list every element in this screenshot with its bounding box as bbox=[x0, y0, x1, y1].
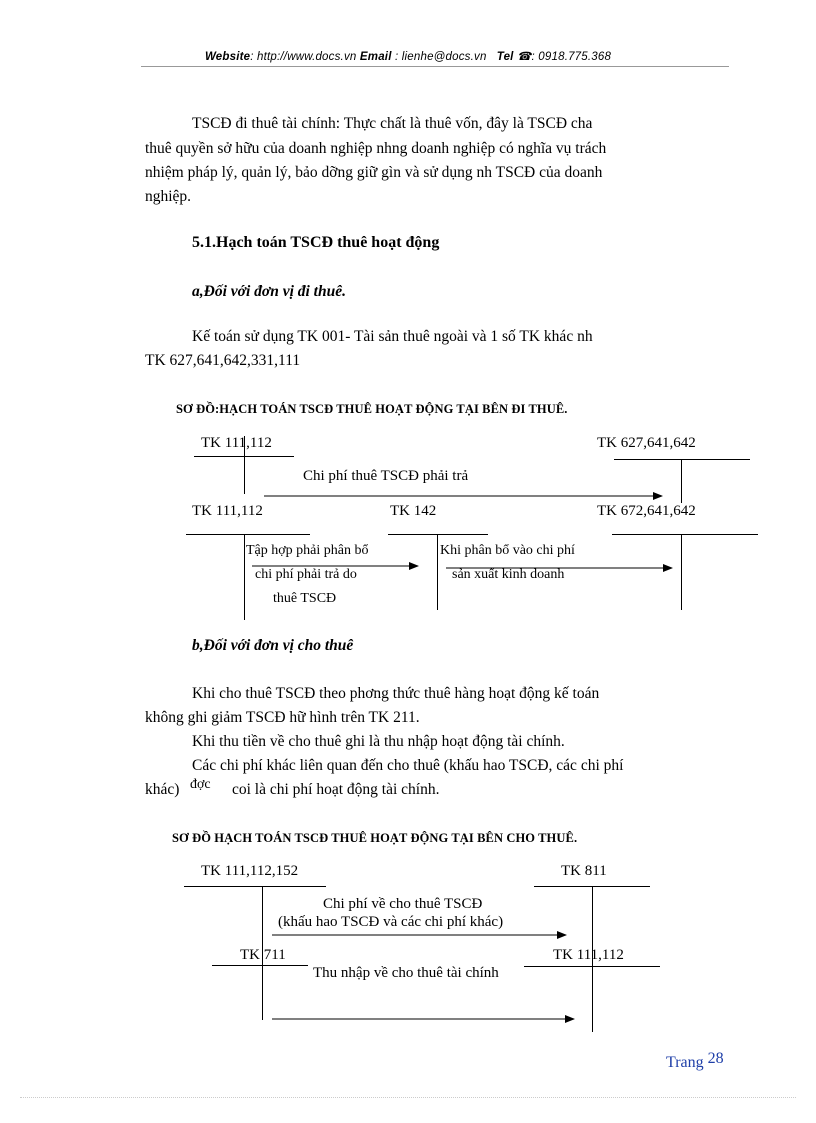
diagram1-vline-mid-right bbox=[681, 534, 682, 610]
para-b-line-5b: đợc bbox=[190, 777, 211, 792]
intro-line-4: nghiệp. bbox=[145, 188, 192, 205]
intro-line-3: nhiệm pháp lý, quản lý, bảo dỡng giữ gìn và sử dụng nh TSCĐ của doanh bbox=[145, 164, 603, 181]
website-label: Website bbox=[204, 51, 251, 63]
phone-icon: ☎ bbox=[516, 51, 532, 63]
sub-heading-a: a,Đối với đơn vị đi thuê. bbox=[192, 283, 346, 300]
para-b-line-3: Khi thu tiền về cho thuê ghi là thu nhập hoạt động tài chính. bbox=[192, 733, 565, 750]
diagram2-tline-bottom-left bbox=[212, 965, 308, 966]
page-header bbox=[0, 49, 816, 63]
para-a-line-1: Kế toán sử dụng TK 001- Tài sản thuê ngoài và 1 số TK khác nh bbox=[192, 328, 593, 345]
diagram2-tk-bottom-left: TK 711 bbox=[240, 947, 286, 963]
diagram1-arrow2-line-1: Tập hợp phải phân bổ bbox=[246, 543, 369, 558]
bottom-divider bbox=[20, 1097, 796, 1098]
diagram2-tline-top-left bbox=[184, 886, 326, 887]
tel-label: Tel bbox=[496, 51, 514, 63]
section-heading: 5.1.Hạch toán TSCĐ thuê hoạt động bbox=[192, 234, 440, 251]
para-b-line-4: Các chi phí khác liên quan đến cho thuê (khấu hao TSCĐ, các chi phí bbox=[192, 757, 624, 774]
diagram1-vline-mid-left bbox=[244, 534, 245, 620]
diagram1-vline-top-right bbox=[681, 459, 682, 503]
diagram2-title: SƠ ĐỒ HẠCH TOÁN TSCĐ THUÊ HOẠT ĐỘNG TẠI BÊN CHO THUÊ. bbox=[172, 831, 578, 845]
para-b-line-1: Khi cho thuê TSCĐ theo phơng thức thuê hàng hoạt động kế toán bbox=[192, 685, 600, 702]
para-b-line-5c: coi là chi phí hoạt động tài chính. bbox=[232, 781, 440, 798]
email-value: : lienhe@docs.vn bbox=[391, 51, 487, 63]
diagram1-tline-top-right bbox=[614, 459, 750, 460]
diagram2-arrow1-line-2: (khấu hao TSCĐ và các chi phí khác) bbox=[278, 914, 504, 930]
para-a-line-2: TK 627,641,642,331,111 bbox=[145, 352, 301, 369]
diagram1-tk-top-left: TK 111,112 bbox=[201, 435, 272, 451]
diagram2-tk-bottom-right: TK 111,112 bbox=[553, 947, 624, 963]
intro-line-1: TSCĐ đi thuê tài chính: Thực chất là thuê vốn, đây là TSCĐ cha bbox=[192, 115, 593, 132]
tel-value: : 0918.775.368 bbox=[531, 51, 612, 63]
page-number bbox=[666, 1050, 724, 1072]
diagram1-tline-mid-left bbox=[186, 534, 310, 535]
sub-heading-b: b,Đối với đơn vị cho thuê bbox=[192, 637, 354, 654]
diagram2-tk-top-left: TK 111,112,152 bbox=[201, 863, 299, 879]
diagram1-tline-mid-center bbox=[388, 534, 488, 535]
diagram1-tk-top-right: TK 627,641,642 bbox=[597, 435, 696, 451]
diagram2-tk-top-right: TK 811 bbox=[561, 863, 607, 879]
email-label: Email bbox=[359, 51, 392, 63]
para-b-line-5a: khác) bbox=[145, 781, 180, 798]
diagram1-tline-mid-right bbox=[612, 534, 758, 535]
para-b-line-2: không ghi giảm TSCĐ hữ hình trên TK 211. bbox=[145, 709, 420, 726]
diagram1-vline-mid-center bbox=[437, 534, 438, 610]
diagram1-tk-mid-right: TK 672,641,642 bbox=[597, 503, 696, 519]
page-number-value: 28 bbox=[707, 1050, 724, 1067]
diagram2-vline-bottom-right bbox=[592, 966, 593, 1032]
diagram2-arrow1-line-1: Chi phí về cho thuê TSCĐ bbox=[323, 896, 483, 912]
website-value: : http://www.docs.vn bbox=[250, 51, 357, 63]
intro-line-2: thuê quyền sở hữu của doanh nghiệp nhng doanh nghiệp có nghĩa vụ trách bbox=[145, 140, 607, 157]
page-label: Trang bbox=[666, 1054, 704, 1071]
diagram2-arrow2-label: Thu nhập về cho thuê tài chính bbox=[313, 965, 499, 981]
diagram1-tk-mid-center: TK 142 bbox=[390, 503, 437, 519]
diagram1-title: SƠ ĐỒ:HẠCH TOÁN TSCĐ THUÊ HOẠT ĐỘNG TẠI BÊN ĐI THUÊ. bbox=[176, 402, 568, 416]
diagram1-arrow2-line-2: chi phí phải trả do bbox=[255, 567, 357, 582]
diagram1-tk-mid-left: TK 111,112 bbox=[192, 503, 263, 519]
diagram1-arrow2-line-3: thuê TSCĐ bbox=[273, 591, 337, 606]
diagram1-arrow1-label: Chi phí thuê TSCĐ phải trả bbox=[303, 468, 469, 484]
diagram1-arrow3-line-1: Khi phân bổ vào chi phí bbox=[440, 543, 575, 558]
diagram1-vline-top-left bbox=[244, 436, 245, 494]
diagram1-arrow3-line-2: sản xuất kinh doanh bbox=[452, 567, 565, 582]
header-rule bbox=[141, 66, 729, 67]
